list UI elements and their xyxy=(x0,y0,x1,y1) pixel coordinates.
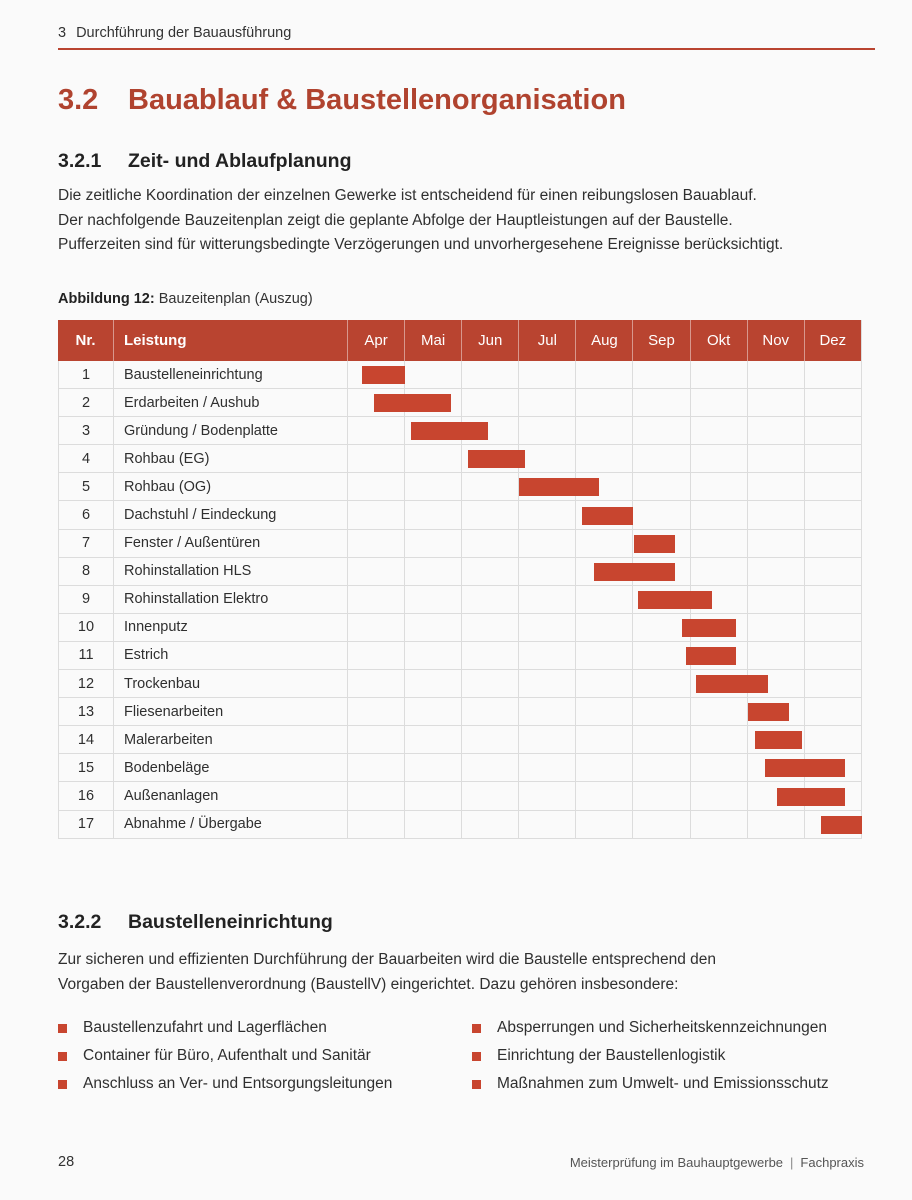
task-number: 11 xyxy=(58,642,114,669)
month-cell xyxy=(576,754,633,781)
month-cell xyxy=(519,530,576,557)
task-number: 16 xyxy=(58,782,114,809)
task-name: Rohinstallation HLS xyxy=(114,558,348,585)
month-cell xyxy=(576,614,633,641)
month-cell xyxy=(633,501,690,528)
gantt-body xyxy=(58,361,862,839)
task-number: 14 xyxy=(58,726,114,753)
month-cell xyxy=(805,417,862,444)
month-cell xyxy=(633,417,690,444)
gantt-bar xyxy=(582,507,633,525)
month-cell xyxy=(348,614,405,641)
footer-separator: | xyxy=(790,1155,794,1170)
month-cell xyxy=(348,670,405,697)
month-cell xyxy=(805,698,862,725)
month-cell xyxy=(348,726,405,753)
month-cell xyxy=(748,417,805,444)
month-cell xyxy=(462,501,519,528)
month-cell xyxy=(748,614,805,641)
month-cell xyxy=(748,530,805,557)
month-cell xyxy=(748,445,805,472)
task-name: Dachstuhl / Eindeckung xyxy=(114,501,348,528)
month-cell xyxy=(691,473,748,500)
gantt-header-row xyxy=(58,320,862,361)
month-cell xyxy=(462,586,519,613)
table-row xyxy=(58,698,862,726)
month-cell xyxy=(748,642,805,669)
month-cell xyxy=(348,445,405,472)
month-cell xyxy=(691,754,748,781)
month-cell xyxy=(348,782,405,809)
month-cell xyxy=(462,782,519,809)
month-cell xyxy=(576,389,633,416)
month-cell xyxy=(633,473,690,500)
bullet-square-icon xyxy=(58,1024,67,1033)
running-head xyxy=(58,25,874,41)
table-row xyxy=(58,726,862,754)
month-cell xyxy=(519,501,576,528)
month-cell xyxy=(405,782,462,809)
month-cell xyxy=(348,586,405,613)
gantt-chart xyxy=(58,320,862,839)
paragraph-line: Die zeitliche Koordination der einzelnen Gewerke ist entscheidend für einen reibungslosen Bauablauf. xyxy=(58,187,757,204)
task-number: 8 xyxy=(58,558,114,585)
month-cell xyxy=(519,586,576,613)
gantt-bar xyxy=(821,816,862,834)
table-row xyxy=(58,558,862,586)
month-cell xyxy=(462,642,519,669)
task-number: 3 xyxy=(58,417,114,444)
month-cell xyxy=(805,642,862,669)
list-item-text: Baustellenzufahrt und Lagerflächen xyxy=(83,1019,327,1036)
task-name: Außenanlagen xyxy=(114,782,348,809)
list-item-text: Absperrungen und Sicherheitskennzeichnungen xyxy=(497,1019,828,1036)
task-number: 1 xyxy=(58,361,114,388)
month-cell xyxy=(405,670,462,697)
month-cell xyxy=(805,614,862,641)
table-row xyxy=(58,642,862,670)
month-cell xyxy=(691,558,748,585)
figure-caption xyxy=(58,291,313,307)
task-name: Erdarbeiten / Aushub xyxy=(114,389,348,416)
table-row xyxy=(58,782,862,810)
month-cell xyxy=(576,586,633,613)
month-cell xyxy=(462,614,519,641)
month-cell xyxy=(348,501,405,528)
gantt-bar xyxy=(777,788,844,806)
task-number: 17 xyxy=(58,811,114,838)
table-row xyxy=(58,445,862,473)
header-month: Jul xyxy=(519,320,576,361)
task-number: 2 xyxy=(58,389,114,416)
month-cell xyxy=(691,445,748,472)
header-month: Dez xyxy=(805,320,862,361)
list-item xyxy=(58,1042,392,1070)
month-cell xyxy=(691,361,748,388)
month-cell xyxy=(691,698,748,725)
gantt-bar xyxy=(468,450,525,468)
month-cell xyxy=(405,754,462,781)
month-cell xyxy=(348,530,405,557)
list-item-text: Container für Büro, Aufenthalt und Sanitär xyxy=(83,1047,371,1064)
gantt-bar xyxy=(686,647,736,665)
month-cell xyxy=(519,670,576,697)
month-cell xyxy=(405,614,462,641)
month-cell xyxy=(805,473,862,500)
month-cell xyxy=(691,501,748,528)
month-cell xyxy=(691,389,748,416)
table-row xyxy=(58,361,862,389)
month-cell xyxy=(748,558,805,585)
gantt-bar xyxy=(682,619,736,637)
month-cell xyxy=(462,698,519,725)
section-title: Bauablauf & Baustellenorganisation xyxy=(128,84,626,116)
month-cell xyxy=(405,445,462,472)
list-item xyxy=(58,1014,392,1042)
month-cell xyxy=(691,782,748,809)
header-month: Jun xyxy=(462,320,519,361)
month-cell xyxy=(348,642,405,669)
month-cell xyxy=(805,670,862,697)
month-cell xyxy=(576,417,633,444)
month-cell xyxy=(462,473,519,500)
month-cell xyxy=(691,530,748,557)
bullet-square-icon xyxy=(58,1052,67,1061)
gantt-bar xyxy=(411,422,488,440)
month-cell xyxy=(633,361,690,388)
gantt-bar xyxy=(765,759,845,777)
section-number: 3.2 xyxy=(58,84,99,116)
task-number: 10 xyxy=(58,614,114,641)
table-row xyxy=(58,389,862,417)
list-item xyxy=(472,1014,829,1042)
month-cell xyxy=(348,698,405,725)
month-cell xyxy=(519,698,576,725)
month-cell xyxy=(576,361,633,388)
table-row xyxy=(58,501,862,529)
header-leistung: Leistung xyxy=(114,320,348,361)
figure-label: Abbildung 12: xyxy=(58,291,155,307)
month-cell xyxy=(633,754,690,781)
footer-part: Fachpraxis xyxy=(800,1155,864,1170)
list-item xyxy=(472,1042,829,1070)
task-number: 9 xyxy=(58,586,114,613)
task-name: Innenputz xyxy=(114,614,348,641)
month-cell xyxy=(633,726,690,753)
header-nr: Nr. xyxy=(58,320,114,361)
month-cell xyxy=(519,558,576,585)
task-name: Baustelleneinrichtung xyxy=(114,361,348,388)
gantt-bar xyxy=(362,366,405,384)
figure-caption-text: Bauzeitenplan (Auszug) xyxy=(158,291,313,307)
month-cell xyxy=(405,642,462,669)
table-row xyxy=(58,754,862,782)
gantt-bar xyxy=(755,731,802,749)
month-cell xyxy=(405,726,462,753)
month-cell xyxy=(519,811,576,838)
month-cell xyxy=(519,642,576,669)
task-name: Gründung / Bodenplatte xyxy=(114,417,348,444)
month-cell xyxy=(519,614,576,641)
month-cell xyxy=(576,782,633,809)
header-month: Nov xyxy=(748,320,805,361)
month-cell xyxy=(405,530,462,557)
month-cell xyxy=(691,811,748,838)
header-month: Aug xyxy=(576,320,633,361)
subsection-title: Baustelleneinrichtung xyxy=(128,911,333,933)
task-name: Fliesenarbeiten xyxy=(114,698,348,725)
month-cell xyxy=(576,698,633,725)
footer-book-title xyxy=(570,1155,864,1170)
month-cell xyxy=(805,445,862,472)
month-cell xyxy=(462,530,519,557)
section-heading xyxy=(58,84,626,117)
month-cell xyxy=(576,811,633,838)
month-cell xyxy=(519,361,576,388)
month-cell xyxy=(519,445,576,472)
month-cell xyxy=(576,642,633,669)
subsection-title: Zeit- und Ablaufplanung xyxy=(128,150,352,172)
paragraph-baustelleneinrichtung xyxy=(58,948,878,997)
header-month: Apr xyxy=(348,320,405,361)
month-cell xyxy=(462,389,519,416)
list-item-text: Anschluss an Ver- und Entsorgungsleitungen xyxy=(83,1075,393,1092)
month-cell xyxy=(405,361,462,388)
bullet-square-icon xyxy=(472,1080,481,1089)
table-row xyxy=(58,614,862,642)
gantt-bar xyxy=(748,703,790,721)
month-cell xyxy=(348,417,405,444)
month-cell xyxy=(576,445,633,472)
gantt-bar xyxy=(519,478,599,496)
month-cell xyxy=(805,501,862,528)
month-cell xyxy=(633,389,690,416)
header-rule xyxy=(58,48,875,50)
task-name: Trockenbau xyxy=(114,670,348,697)
month-cell xyxy=(805,361,862,388)
month-cell xyxy=(405,473,462,500)
task-number: 6 xyxy=(58,501,114,528)
month-cell xyxy=(348,811,405,838)
month-cell xyxy=(805,586,862,613)
paragraph-line: Der nachfolgende Bauzeitenplan zeigt die geplante Abfolge der Hauptleistungen auf der Baustelle. xyxy=(58,211,733,229)
page-number: 28 xyxy=(58,1154,75,1170)
header-month: Sep xyxy=(633,320,690,361)
task-number: 4 xyxy=(58,445,114,472)
list-item-text: Einrichtung der Baustellenlogistik xyxy=(497,1047,726,1064)
month-cell xyxy=(576,530,633,557)
task-name: Estrich xyxy=(114,642,348,669)
subsection-number: 3.2.1 xyxy=(58,150,102,172)
gantt-bar xyxy=(594,563,675,581)
task-name: Rohbau (EG) xyxy=(114,445,348,472)
month-cell xyxy=(748,586,805,613)
month-cell xyxy=(519,754,576,781)
footer-book: Meisterprüfung im Bauhauptgewerbe xyxy=(569,1155,784,1170)
task-name: Abnahme / Übergabe xyxy=(114,811,348,838)
bullet-square-icon xyxy=(472,1024,481,1033)
month-cell xyxy=(462,726,519,753)
month-cell xyxy=(519,726,576,753)
month-cell xyxy=(462,558,519,585)
bullet-square-icon xyxy=(58,1080,67,1089)
task-number: 5 xyxy=(58,473,114,500)
month-cell xyxy=(633,811,690,838)
table-row xyxy=(58,811,862,839)
gantt-bar xyxy=(634,535,675,553)
table-row xyxy=(58,473,862,501)
subsection-heading-baustelleneinrichtung xyxy=(58,911,333,934)
month-cell xyxy=(576,670,633,697)
paragraph-line: Zur sicheren und effizienten Durchführung der Bauarbeiten wird die Baustelle entsprechend den xyxy=(58,951,717,968)
month-cell xyxy=(405,698,462,725)
task-number: 15 xyxy=(58,754,114,781)
month-cell xyxy=(519,389,576,416)
task-name: Rohbau (OG) xyxy=(114,473,348,500)
month-cell xyxy=(405,586,462,613)
month-cell xyxy=(405,811,462,838)
month-cell xyxy=(348,473,405,500)
month-cell xyxy=(633,670,690,697)
paragraph-line: Vorgaben der Baustellenverordnung (BaustellV) eingerichtet. Dazu gehören insbesondere: xyxy=(58,975,679,993)
month-cell xyxy=(691,726,748,753)
month-cell xyxy=(748,501,805,528)
bullet-list-right xyxy=(472,1014,829,1098)
month-cell xyxy=(462,754,519,781)
month-cell xyxy=(748,389,805,416)
month-cell xyxy=(519,782,576,809)
task-name: Fenster / Außentüren xyxy=(114,530,348,557)
gantt-bar xyxy=(696,675,767,693)
table-row xyxy=(58,530,862,558)
gantt-bar xyxy=(374,394,451,412)
list-item xyxy=(472,1070,829,1098)
month-cell xyxy=(805,726,862,753)
month-cell xyxy=(633,698,690,725)
list-item-text: Maßnahmen zum Umwelt- und Emissionsschutz xyxy=(497,1075,829,1092)
month-cell xyxy=(633,782,690,809)
month-cell xyxy=(462,361,519,388)
task-number: 13 xyxy=(58,698,114,725)
running-head-chapter-number: 3 xyxy=(58,25,67,41)
month-cell xyxy=(519,417,576,444)
paragraph-line: Pufferzeiten sind für witterungsbedingte Verzögerungen und unvorhergesehene Ereignisse berücksichtigt. xyxy=(58,236,784,253)
task-name: Rohinstallation Elektro xyxy=(114,586,348,613)
month-cell xyxy=(691,417,748,444)
bullet-list-left xyxy=(58,1014,392,1098)
month-cell xyxy=(633,642,690,669)
bullet-square-icon xyxy=(472,1052,481,1061)
header-month: Mai xyxy=(405,320,462,361)
task-number: 12 xyxy=(58,670,114,697)
month-cell xyxy=(805,530,862,557)
gantt-bar xyxy=(638,591,712,609)
table-row xyxy=(58,586,862,614)
month-cell xyxy=(348,754,405,781)
month-cell xyxy=(633,445,690,472)
list-item xyxy=(58,1070,392,1098)
month-cell xyxy=(805,389,862,416)
task-number: 7 xyxy=(58,530,114,557)
running-head-title: Durchführung der Bauausführung xyxy=(76,25,292,41)
header-month: Okt xyxy=(691,320,748,361)
month-cell xyxy=(748,361,805,388)
task-name: Malerarbeiten xyxy=(114,726,348,753)
subsection-heading-zeitplanung xyxy=(58,150,352,173)
month-cell xyxy=(576,726,633,753)
month-cell xyxy=(405,501,462,528)
month-cell xyxy=(805,558,862,585)
month-cell xyxy=(348,558,405,585)
month-cell xyxy=(462,811,519,838)
paragraph-zeitplanung xyxy=(58,184,878,258)
month-cell xyxy=(748,811,805,838)
subsection-number: 3.2.2 xyxy=(58,911,102,933)
month-cell xyxy=(462,670,519,697)
month-cell xyxy=(405,558,462,585)
month-cell xyxy=(748,473,805,500)
task-name: Bodenbeläge xyxy=(114,754,348,781)
